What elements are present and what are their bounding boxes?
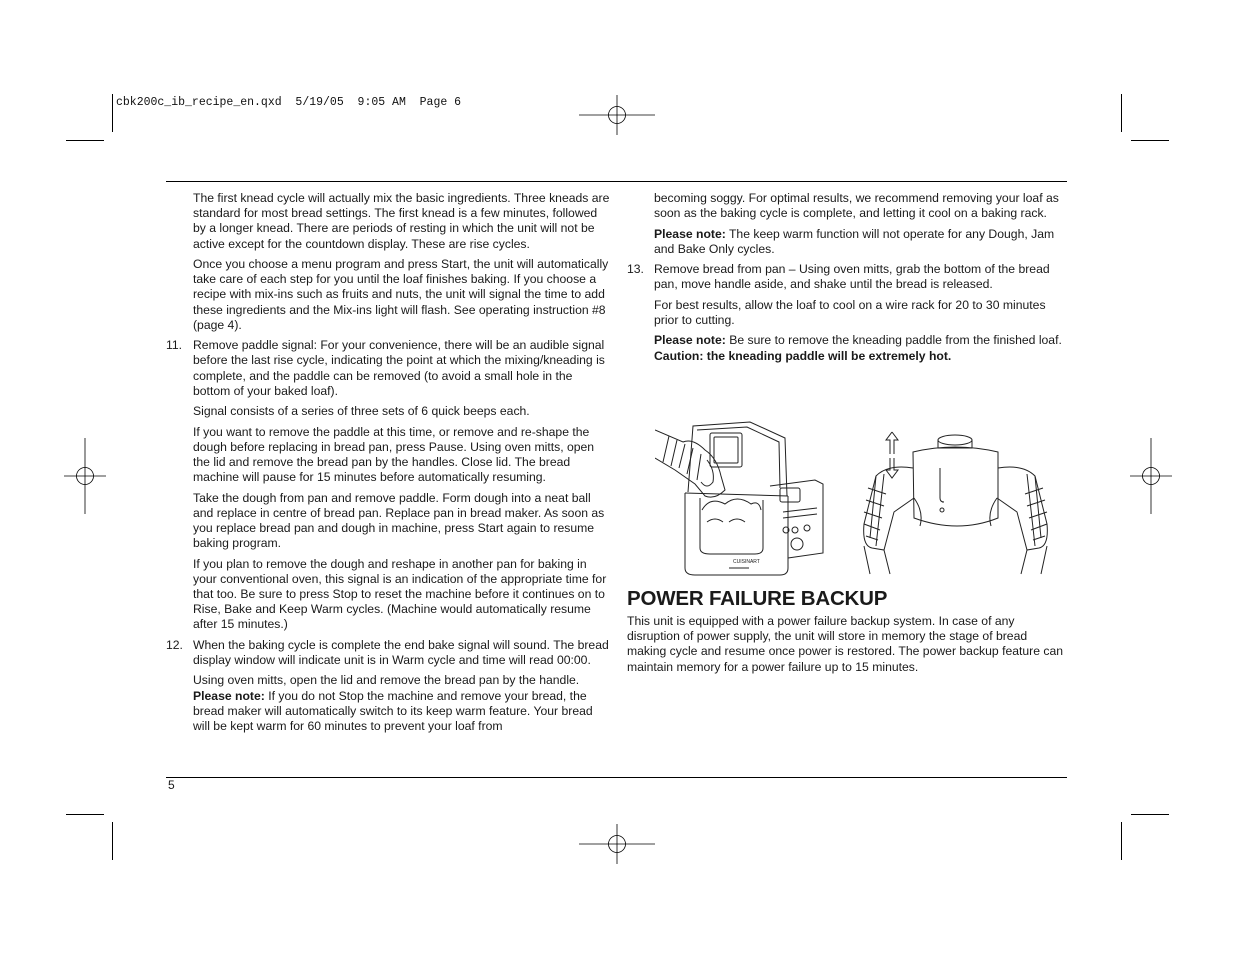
crop-mark <box>112 94 113 132</box>
print-slug: cbk200c_ib_recipe_en.qxd 5/19/05 9:05 AM Page 6 <box>116 96 462 109</box>
crop-mark <box>1121 822 1122 860</box>
section-text: This unit is equipped with a power failure backup system. In case of any disruption of power supply, the unit will store in memory the stage of bread making cycle and resume once power is restored. The power backup feature can maintain memory for a power failure up to 15 minutes. <box>627 614 1064 674</box>
paragraph: Take the dough from pan and remove paddle. Form dough into a neat ball and replace in centre of bread pan. Replace pan in bread maker. As soon as you replace bread pan and dough in machine, press Start again to resume baking program. <box>193 490 605 551</box>
note-text: Be sure to remove the kneading paddle from the finished loaf. <box>725 333 1062 348</box>
registration-mark-icon <box>64 438 106 514</box>
left-column <box>166 191 611 739</box>
paragraph: Signal consists of a series of three sets of 6 quick beeps each. <box>193 404 530 419</box>
paragraph: If you plan to remove the dough and reshape in another pan for baking in your conventional oven, this signal is an indication of the appropriate time for that too. Be sure to press Stop to reset the machine before it continues on to Rise, Bake and Keep Warm cycles. (Machine would automatically resume after 15 minutes.) <box>193 556 607 632</box>
crop-mark <box>66 814 104 815</box>
caution-text: Caution: the kneading paddle will be extremely hot. <box>654 348 952 363</box>
paragraph <box>627 227 1067 257</box>
registration-mark-icon <box>579 824 655 864</box>
list-text: Remove paddle signal: For your convenience, there will be an audible signal before the last rise cycle, indicating the point at which the mixing/kneading is complete, and the paddle can be removed (to avoid a small hole in the bottom of your baked loaf). <box>193 338 605 398</box>
list-item <box>627 262 1067 292</box>
paragraph: The first knead cycle will actually mix the basic ingredients. Three kneads are standard for most bread settings. The first knead is a few minutes, followed by a longer knead. There are periods of resting in which the unit will not be active except for the countdown display. These are rise cycles. <box>193 191 610 251</box>
right-column <box>627 191 1067 369</box>
paragraph <box>166 673 611 734</box>
paragraph <box>627 333 1067 363</box>
shaking-bread-pan-icon <box>858 428 1053 576</box>
registration-mark-icon <box>1130 438 1172 514</box>
list-number: 11. <box>166 338 183 353</box>
page-number: 5 <box>168 778 175 792</box>
registration-mark-icon <box>579 95 655 135</box>
crop-mark <box>1131 140 1169 141</box>
list-text: When the baking cycle is complete the end bake signal will sound. The bread display window will indicate unit is in Warm cycle and time will read 00:00. <box>193 637 609 667</box>
bottom-rule <box>166 777 1067 778</box>
note-label: Please note: <box>654 333 726 348</box>
list-number: 12. <box>166 637 183 652</box>
list-item <box>166 338 611 399</box>
list-number: 13. <box>627 262 644 277</box>
note-text: The keep warm function will not operate for any Dough, Jam and Bake Only cycles. <box>654 226 1055 256</box>
note-text: If you do not Stop the machine and remove your bread, the bread maker will automatically switch to its keep warm feature. Your bread will be kept warm for 60 minutes to prevent your loaf from <box>193 688 593 733</box>
paragraph: If you want to remove the paddle at this time, or remove and re-shape the dough before replacing in bread pan, press Pause. Using oven mitts, open the lid and remove the bread pan by the handles. Close lid. The bread machine will pause for 15 minutes before automatically resuming. <box>193 424 595 485</box>
crop-mark <box>66 140 104 141</box>
section-heading: POWER FAILURE BACKUP <box>627 587 888 610</box>
crop-mark <box>1131 814 1169 815</box>
svg-text:CUISINART: CUISINART <box>733 559 760 565</box>
paragraph: becoming soggy. For optimal results, we recommend removing your loaf as soon as the baking cycle is complete, and letting it cool on a baking rack. <box>654 191 1059 221</box>
top-rule <box>166 181 1067 182</box>
note-label: Please note: <box>654 226 726 241</box>
paragraph: Once you choose a menu program and press Start, the unit will automatically take care of each step for you until the loaf finishes baking. If you choose a recipe with mix-ins such as fruits and nuts, the unit will signal the time to add these ingredients and the Mix-ins light will flash. See operating instruction #8 (page 4). <box>193 257 609 332</box>
paragraph: For best results, allow the loaf to cool on a wire rack for 20 to 30 minutes prior to cutting. <box>654 297 1046 327</box>
list-item <box>166 638 611 668</box>
note-label: Please note: <box>193 688 265 703</box>
crop-mark <box>1121 94 1122 132</box>
list-text: Remove bread from pan – Using oven mitts, grab the bottom of the bread pan, move handle aside, and shake until the bread is released. <box>654 262 1050 292</box>
crop-mark <box>112 822 113 860</box>
bread-maker-removing-pan-icon <box>655 418 835 578</box>
paragraph-text: Using oven mitts, open the lid and remove the bread pan by the handle. <box>193 673 580 688</box>
